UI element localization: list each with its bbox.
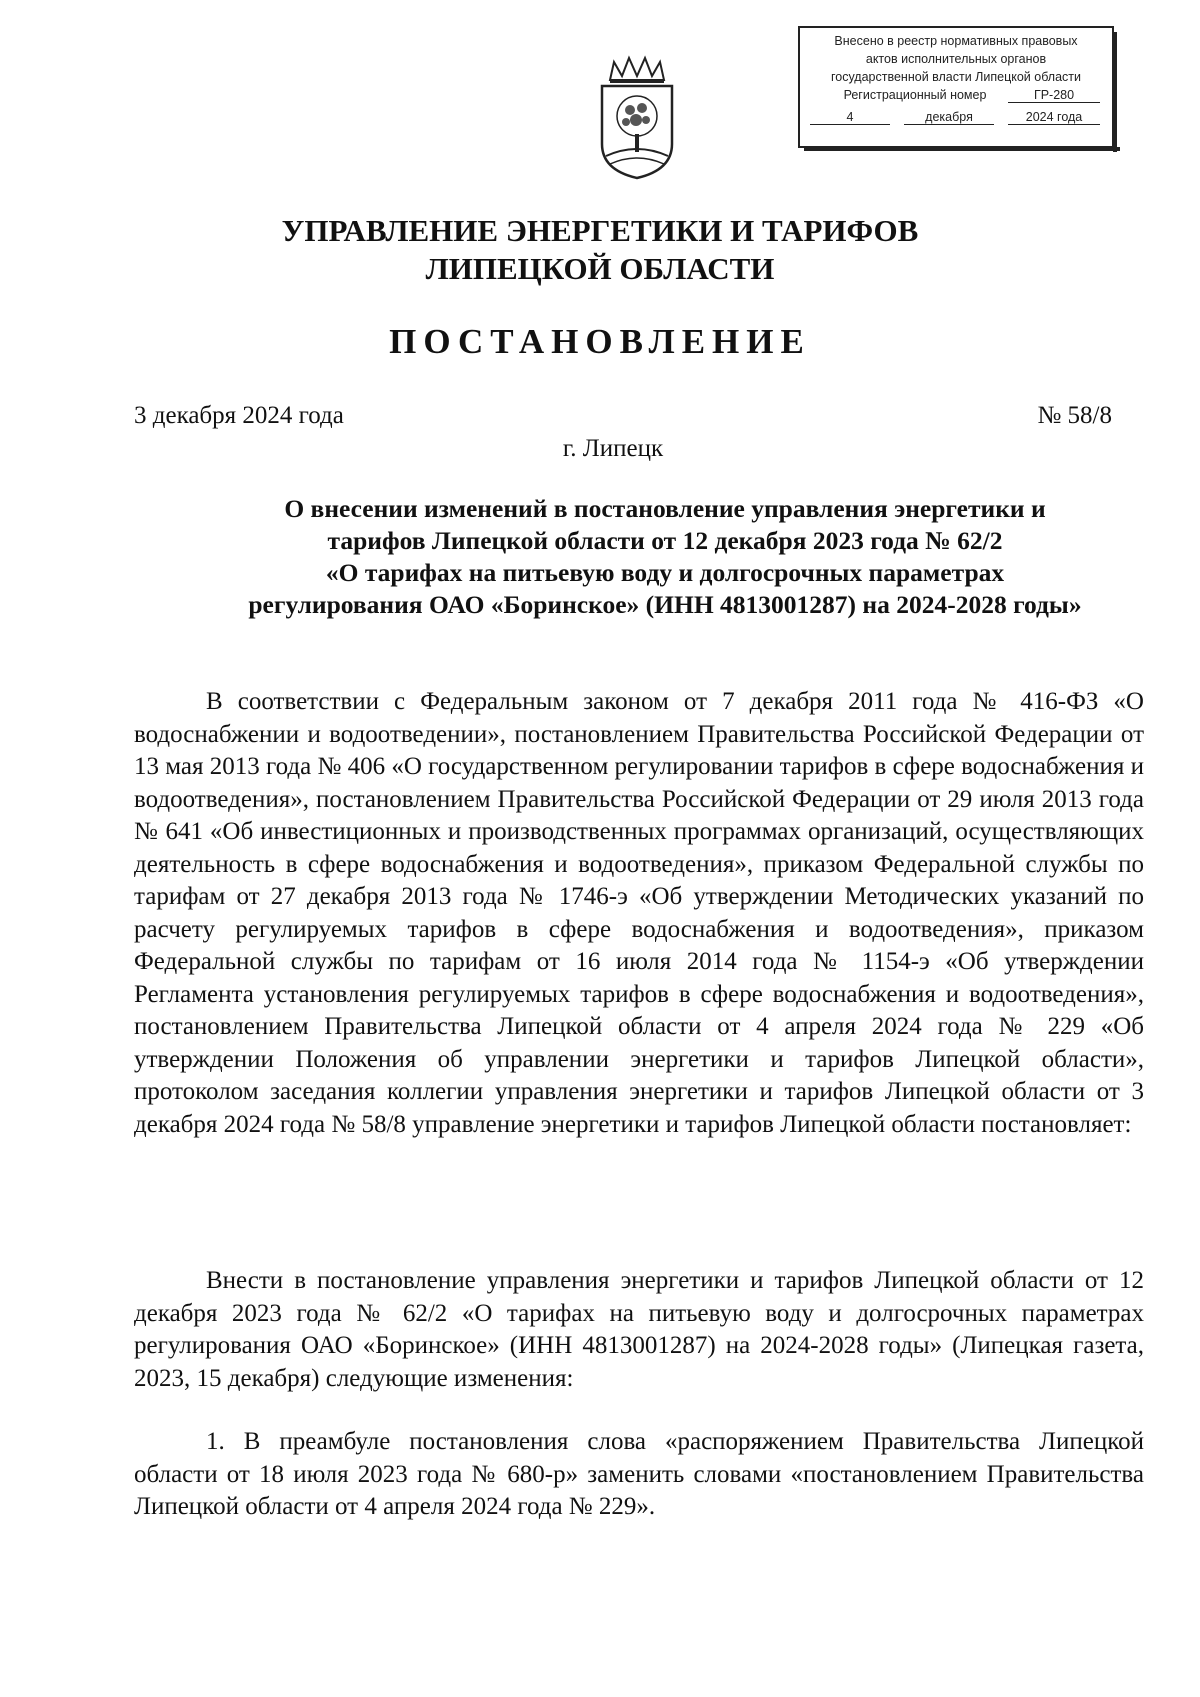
title-line-3: «О тарифах на питьевую воду и долгосрочных параметрах bbox=[325, 558, 1005, 587]
title-line-1: О внесении изменений в постановление управления энергетики и bbox=[284, 494, 1046, 523]
agency-line-2: ЛИПЕЦКОЙ ОБЛАСТИ bbox=[425, 251, 775, 286]
registry-stamp bbox=[798, 26, 1114, 148]
stamp-shadow-bottom bbox=[804, 147, 1120, 151]
body-paragraph-2: Внести в постановление управления энергетики и тарифов Липецкой области от 12 декабря 2023 года № 62/2 «О тарифах на питьевую воду и долгосрочных параметрах регулирования ОАО «Боринское» (ИНН 4813001287) на 2024-2028 годы» (Липецкая газета, 2023, 15 декабря) следующие изменения: bbox=[134, 1267, 1144, 1392]
stamp-reg-label: Регистрационный номер bbox=[843, 88, 987, 102]
agency-name bbox=[0, 212, 1200, 288]
document-type: ПОСТАНОВЛЕНИЕ bbox=[389, 322, 811, 361]
coat-of-arms-svg bbox=[592, 52, 682, 182]
stamp-shadow-right bbox=[1113, 32, 1117, 152]
stamp-line-1: Внесено в реестр нормативных правовых bbox=[834, 34, 1078, 48]
title-line-4: регулирования ОАО «Боринское» (ИНН 4813001287) на 2024-2028 годы» bbox=[248, 590, 1082, 619]
body-paragraph-3: 1. В преамбуле постановления слова «распоряжением Правительства Липецкой области от 18 июля 2023 года № 680-р» заменить словами «постановлением Правительства Липецкой области от 4 апреля 2024 года № 229». bbox=[134, 1428, 1144, 1520]
stamp-year: 2024 года bbox=[1008, 110, 1100, 125]
stamp-month: декабря bbox=[904, 110, 994, 125]
stamp-day: 4 bbox=[810, 110, 890, 125]
stamp-reg-number: ГР-280 bbox=[1008, 88, 1100, 103]
document-city: г. Липецк bbox=[562, 435, 664, 462]
document-number: № 58/8 bbox=[1037, 402, 1112, 429]
document-title bbox=[200, 493, 1130, 621]
coat-of-arms-icon bbox=[592, 52, 682, 182]
body-paragraph-1: В соответствии с Федеральным законом от 7 декабря 2011 года № 416-ФЗ «О водоснабжении и водоотведении», постановлением Правительства Российской Федерации от 13 мая 2013 года № 406 «О государственном регулировании тарифов в сфере водоснабжения и водоотведения», постановлением Правительства Российской Федерации от 29 июля 2013 года № 641 «Об инвестиционных и производственных программах организаций, осуществляющих деятельность в сфере водоснабжения и водоотведения», приказом Федеральной службы по тарифам от 27 декабря 2013 года № 1746-э «Об утверждении Методических указаний по расчету регулируемых тарифов в сфере водоснабжения и водоотведения», приказом Федеральной службы по тарифам от 16 июля 2014 года № 1154-э «Об утверждении Регламента установления регулируемых тарифов в сфере водоснабжения и водоотведения», постановлением Правительства Липецкой области от 4 апреля 2024 года № 229 «Об утверждении Положения об управлении энергетики и тарифов Липецкой области», протоколом заседания коллегии управления энергетики и тарифов Липецкой области от 3 декабря 2024 года № 58/8 управление энергетики и тарифов Липецкой области постановляет: bbox=[134, 688, 1144, 1138]
stamp-line-3: государственной власти Липецкой области bbox=[830, 70, 1082, 84]
document-date: 3 декабря 2024 года bbox=[134, 402, 344, 429]
title-line-2: тарифов Липецкой области от 12 декабря 2023 года № 62/2 bbox=[327, 526, 1003, 555]
agency-line-1: УПРАВЛЕНИЕ ЭНЕРГЕТИКИ И ТАРИФОВ bbox=[281, 213, 919, 248]
stamp-line-2: актов исполнительных органов bbox=[865, 52, 1047, 66]
